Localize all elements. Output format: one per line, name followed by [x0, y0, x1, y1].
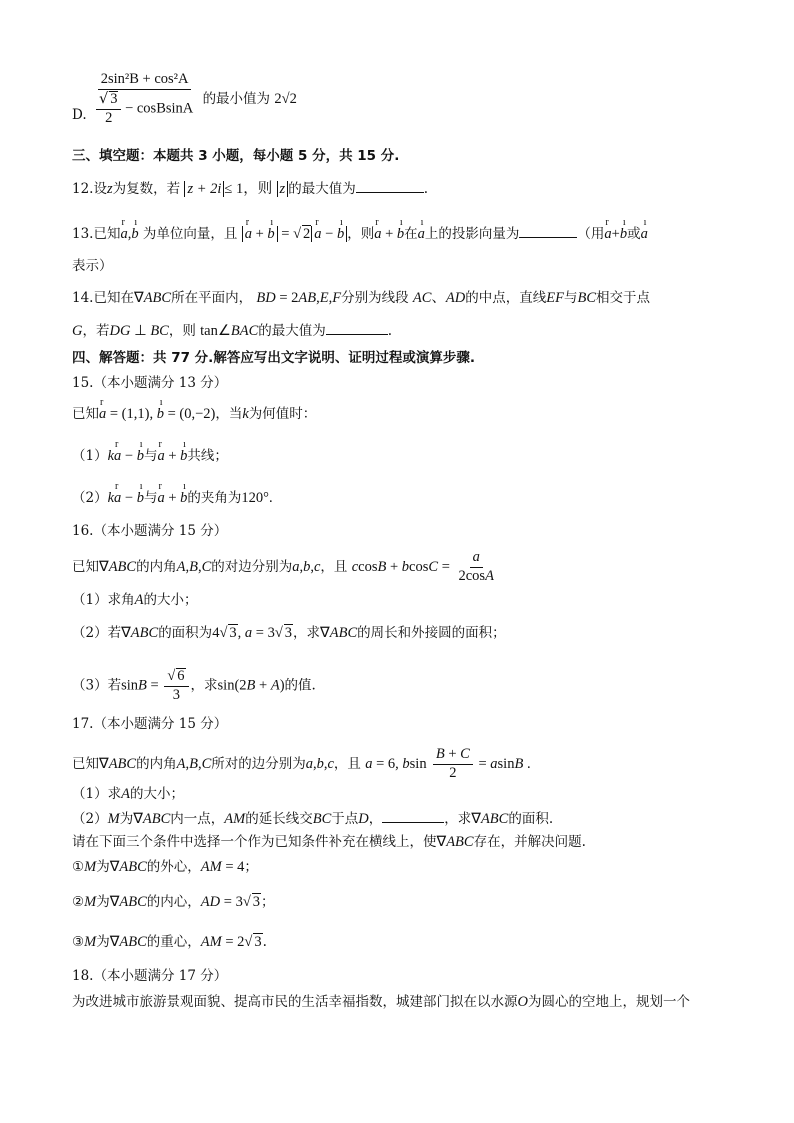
answer-blank-12[interactable]	[356, 180, 424, 193]
question-16-given: 已知∇ABC的内角A,B,C的对边分别为a,b,c，且 ccosB + bcosC = $\frac{a}{2\cos A}$	[72, 549, 494, 584]
question-16-part-1: （1）求角A的大小；	[72, 592, 198, 608]
answer-blank-17[interactable]	[382, 810, 444, 823]
fraction-numerator: 2sin²B + cos²A	[98, 72, 192, 90]
question-17-condition-1: ①M为∇ABC的外心，AM = 4；	[72, 859, 258, 875]
question-16-part-2: （2）若∇ABC的面积为4√ 3, a = 3√ 3，求∇ABC的周长和外接圆的面积；	[72, 625, 506, 641]
question-17-header: 17.（本小题满分 15 分）	[72, 716, 228, 732]
answer-blank-13[interactable]	[519, 225, 577, 238]
fraction-denominator: $\frac{√ 3}{2}$ − cosBsinA	[93, 90, 196, 127]
question-14: 14.已知在∇ABC所在平面内， BD = 2AB,E,F分别为线段 AC、AD的中点，直线EF与BC相交于点	[72, 290, 651, 306]
question-17-given: 已知∇ABC的内角A,B,C所对的边分别为a,b,c，且 a = 6, bsin $\frac{B + C}{2}$ = asinB .	[72, 746, 531, 781]
question-18-text: 为改进城市旅游景观面貌、提高市民的生活幸福指数，城建部门拟在以水源O为圆心的空地上，规划一个	[72, 994, 690, 1010]
question-18-header: 18.（本小题满分 17 分）	[72, 968, 228, 984]
question-15-header: 15.（本小题满分 13 分）	[72, 375, 228, 391]
question-15-part-1: （1）kr a − ı b与r a + ı b共线；	[72, 448, 228, 465]
question-17-instruction: 请在下面三个条件中选择一个作为已知条件补充在横线上，使∇ABC存在，并解决问题.	[72, 834, 586, 850]
question-13: 13.已知r a,ı b 为单位向量，且 r a + ı b = √ 2r a − ı b ，则r a + ı b在ı a上的投影向量为 （用r a+ı b或ı a	[72, 225, 648, 243]
question-17-condition-2: ②M为∇ABC的内心，AD = 3√ 3；	[72, 894, 275, 910]
section-4-title: 四、解答题：共 77 分.解答应写出文字说明、证明过程或演算步骤.	[72, 350, 475, 366]
question-17-part-1: （1）求A的大小；	[72, 786, 184, 802]
section-3-title: 三、填空题：本题共 3 小题，每小题 5 分，共 15 分.	[72, 148, 400, 164]
question-15-part-2: （2）kr a − ı b与r a + ı b的夹角为120°.	[72, 490, 273, 507]
option-label: D.	[72, 106, 87, 123]
question-17-condition-3: ③M为∇ABC的重心，AM = 2√ 3.	[72, 934, 267, 950]
question-17-part-2: （2）M为∇ABC内一点，AM的延长线交BC于点D， ，求∇ABC的面积.	[72, 811, 554, 827]
question-14-line-2: G，若DG ⊥ BC，则 tan∠BAC的最大值为 .	[72, 323, 393, 339]
question-16-part-3: （3）若sinB = $\frac{√ 6}{3}$ ，求sin(2B + A)的值.	[72, 668, 316, 703]
question-12: 12.设z为复数，若 z + 2i ≤ 1，则 z 的最大值为 .	[72, 181, 428, 197]
question-13-line-2: 表示）	[72, 258, 113, 274]
question-15-given: 已知r a = (1,1), ı b = (0,−2)，当k为何值时：	[72, 406, 316, 423]
option-d	[72, 72, 297, 127]
answer-blank-14[interactable]	[326, 322, 388, 335]
option-d-value: 2√2	[274, 90, 297, 107]
option-d-fraction	[93, 72, 196, 127]
question-16-header: 16.（本小题满分 15 分）	[72, 523, 228, 539]
option-d-text: 的最小值为	[202, 90, 271, 107]
